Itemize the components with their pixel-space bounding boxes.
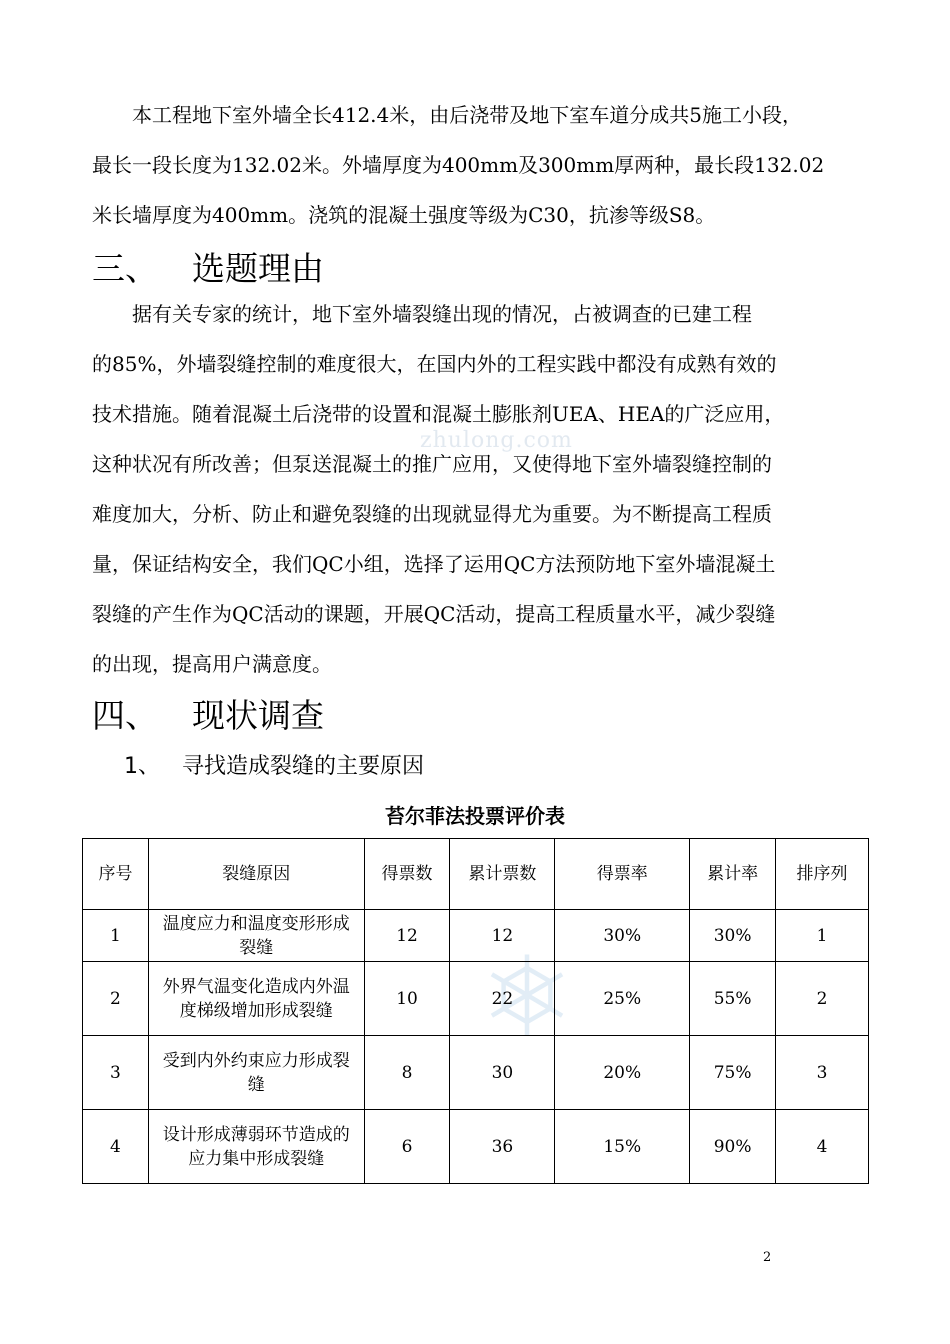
subsection-1-heading [124,749,424,780]
table-cell: 1 [83,910,149,962]
table-cell: 设计形成薄弱环节造成的应力集中形成裂缝 [148,1110,364,1184]
header-cell: 累计票数 [450,839,555,910]
table-row [83,1036,869,1110]
section-3-line: 量，保证结构安全，我们QC小组，选择了运用QC方法预防地下室外墙混凝土 [92,552,776,576]
subsection-1-title: 寻找造成裂缝的主要原因 [182,754,425,779]
section-3-line: 技术措施。随着混凝土后浇带的设置和混凝土膨胀剂UEA、HEA的广泛应用， [92,402,785,426]
table-cell: 6 [364,1110,450,1184]
section-3-line: 的85%，外墙裂缝控制的难度很大，在国内外的工程实践中都没有成熟有效的 [92,352,777,376]
table-cell: 90% [690,1110,776,1184]
table-cell: 3 [83,1036,149,1110]
table-cell: 22 [450,962,555,1036]
table-cell: 10 [364,962,450,1036]
header-cell: 得票率 [555,839,690,910]
table-row [83,1110,869,1184]
table-cell: 12 [450,910,555,962]
table-cell: 75% [690,1036,776,1110]
table-cell: 4 [776,1110,869,1184]
intro-line: 最长一段长度为132.02米。外墙厚度为400mm及300mm厚两种，最长段132.02 [92,153,825,177]
section-3-paragraph [92,289,862,689]
section-3-line: 难度加大，分析、防止和避免裂缝的出现就显得尤为重要。为不断提高工程质 [92,502,772,526]
table-cell: 温度应力和温度变形形成裂缝 [148,910,364,962]
table-title: 苔尔菲法投票评价表 [385,804,565,828]
table-cell: 36 [450,1110,555,1184]
page-number: 2 [763,1250,772,1265]
table-row [83,910,869,962]
table-row [83,962,869,1036]
intro-line: 本工程地下室外墙全长412.4米，由后浇带及地下室车道分成共5施工小段， [92,103,802,127]
section-4-title: 现状调查 [192,696,324,735]
table-cell: 2 [776,962,869,1036]
section-4-number: 四、 [92,696,158,735]
table-cell: 4 [83,1110,149,1184]
table-header-row [83,839,869,910]
table-cell: 15% [555,1110,690,1184]
vote-table [82,838,869,1184]
section-3-title: 选题理由 [192,249,324,288]
table-cell: 1 [776,910,869,962]
table-cell: 8 [364,1036,450,1110]
section-3-line: 据有关专家的统计，地下室外墙裂缝出现的情况，占被调查的已建工程 [92,302,752,326]
table-cell: 12 [364,910,450,962]
table-cell: 30% [555,910,690,962]
section-3-line: 这种状况有所改善；但泵送混凝土的推广应用，又使得地下室外墙裂缝控制的 [92,452,772,476]
subsection-1-number: 1、 [124,754,160,779]
section-3-line: 的出现，提高用户满意度。 [92,652,332,676]
table-cell: 受到内外约束应力形成裂缝 [148,1036,364,1110]
table-cell: 25% [555,962,690,1036]
table-cell: 外界气温变化造成内外温度梯级增加形成裂缝 [148,962,364,1036]
header-cell: 裂缝原因 [148,839,364,910]
table-cell: 30 [450,1036,555,1110]
header-cell: 累计率 [690,839,776,910]
section-3-heading [92,243,324,290]
intro-paragraph [92,90,862,240]
section-4-heading [92,690,324,737]
table-cell: 30% [690,910,776,962]
table-cell: 2 [83,962,149,1036]
table-cell: 55% [690,962,776,1036]
section-3-line: 裂缝的产生作为QC活动的课题，开展QC活动，提高工程质量水平，减少裂缝 [92,602,776,626]
watermark-text: zhulong.com [420,428,573,453]
table-cell: 3 [776,1036,869,1110]
header-cell: 得票数 [364,839,450,910]
header-cell: 排序列 [776,839,869,910]
table-cell: 20% [555,1036,690,1110]
header-cell: 序号 [83,839,149,910]
section-3-number: 三、 [92,249,158,288]
intro-line: 米长墙厚度为400mm。浇筑的混凝土强度等级为C30，抗渗等级S8。 [92,203,716,227]
